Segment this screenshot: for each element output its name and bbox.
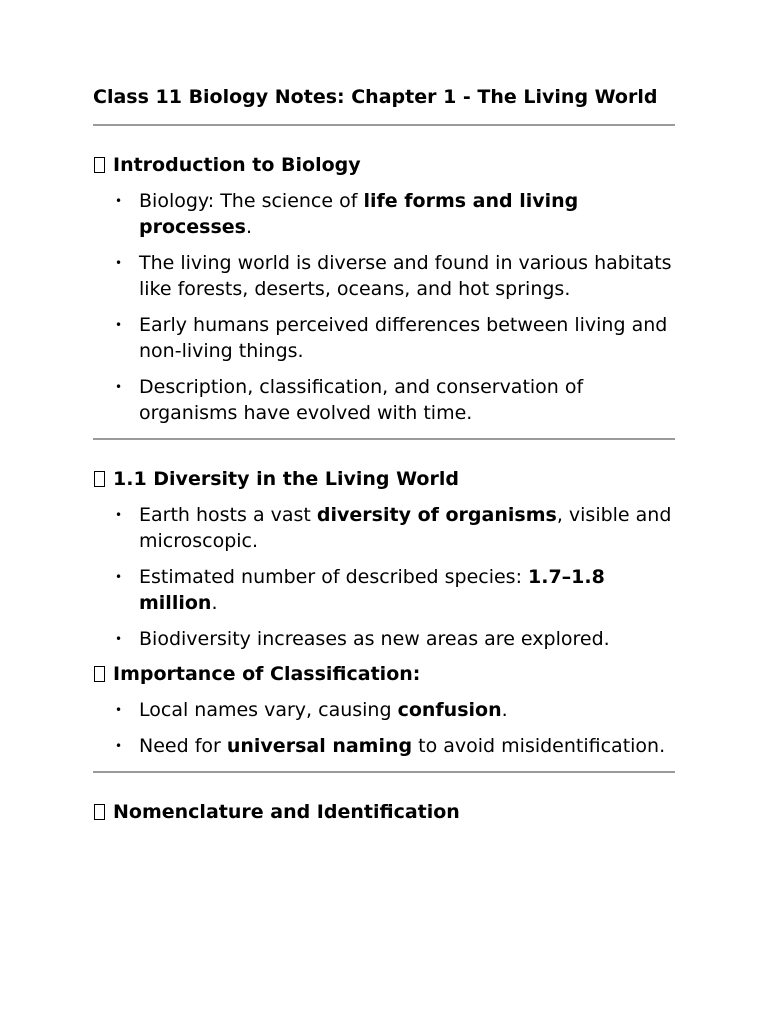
- bullet-list: [93, 697, 675, 759]
- list-item: • The living world is diverse and found in various habitats like forests, deserts, oceans, and hot springs.: [115, 252, 672, 300]
- bullet-list: [93, 502, 675, 652]
- bold-term: confusion: [397, 699, 502, 721]
- section-classification: [93, 661, 675, 759]
- bold-term: universal naming: [226, 735, 413, 757]
- bullet-icon: •: [115, 380, 123, 394]
- section-nomenclature: [93, 799, 675, 825]
- bullet-icon: •: [115, 194, 123, 208]
- bold-term: diversity of organisms: [316, 504, 557, 526]
- section-heading: [93, 661, 675, 687]
- bullet-icon: •: [115, 632, 123, 646]
- list-item: • Estimated number of described species: 1.7–1.8 million.: [115, 566, 605, 614]
- divider: [93, 438, 675, 440]
- list-item: • Earth hosts a vast diversity of organisms, visible and microscopic.: [115, 504, 672, 552]
- list-item: • Local names vary, causing confusion.: [115, 699, 508, 721]
- section-heading-text: Nomenclature and Identification: [113, 801, 460, 823]
- list-item: • Biodiversity increases as new areas are explored.: [115, 628, 610, 650]
- missing-glyph-icon: [94, 471, 105, 487]
- document-page: [93, 84, 675, 825]
- bullet-icon: •: [115, 570, 123, 584]
- list-item: • Biology: The science of life forms and living processes.: [115, 190, 579, 238]
- section-heading: [93, 466, 675, 492]
- bold-term: 1.7–1.8 million: [139, 566, 605, 614]
- list-item: • Early humans perceived differences between living and non-living things.: [115, 314, 668, 362]
- list-item: • Description, classification, and conservation of organisms have evolved with time.: [115, 376, 584, 424]
- list-item: • Need for universal naming to avoid misidentification.: [115, 735, 666, 757]
- section-diversity: [93, 466, 675, 652]
- missing-glyph-icon: [94, 666, 105, 682]
- divider: [93, 771, 675, 773]
- section-heading: [93, 799, 675, 825]
- bullet-list: [93, 188, 675, 426]
- missing-glyph-icon: [94, 804, 105, 820]
- bullet-icon: •: [115, 703, 123, 717]
- bullet-icon: •: [115, 508, 123, 522]
- divider: [93, 124, 675, 126]
- document-title: Class 11 Biology Notes: Chapter 1 - The Living World: [93, 86, 658, 108]
- bullet-icon: •: [115, 318, 123, 332]
- section-heading-text: Importance of Classification:: [113, 663, 421, 685]
- section-heading-text: Introduction to Biology: [113, 154, 361, 176]
- section-heading: [93, 152, 675, 178]
- section-heading-text: 1.1 Diversity in the Living World: [113, 468, 459, 490]
- bold-term: life forms and living processes: [139, 190, 579, 238]
- bullet-icon: •: [115, 256, 123, 270]
- bullet-icon: •: [115, 739, 123, 753]
- section-introduction: [93, 152, 675, 426]
- missing-glyph-icon: [94, 157, 105, 173]
